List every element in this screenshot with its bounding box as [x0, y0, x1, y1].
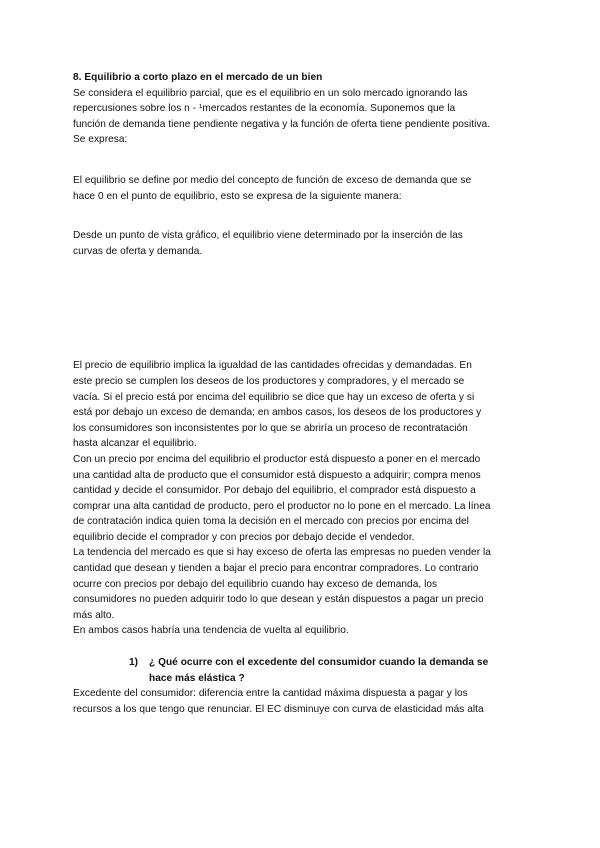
text-line: consumidores no pueden adquirir todo lo que desean y están dispuestos a pagar un precio: [73, 594, 484, 606]
intro-paragraph: [73, 86, 533, 148]
text-line: de contratación indica quien toma la decisión en el mercado con precios por encima del: [73, 516, 469, 528]
text-line: Con un precio por encima del equilibrio el productor está dispuesto a poner en el mercado: [73, 453, 481, 465]
text-line: recursos a los que tengo que renunciar. El EC disminuye con curva de elasticidad más alta: [73, 703, 484, 715]
text-line: está por debajo un exceso de demanda; en ambos casos, los deseos de los productores y: [73, 407, 482, 419]
text-line: En ambos casos habría una tendencia de vuelta al equilibrio.: [73, 625, 349, 637]
text-line: Excedente del consumidor: diferencia entre la cantidad máxima dispuesta a pagar y los: [73, 688, 468, 700]
text-line: El precio de equilibrio implica la igualdad de las cantidades ofrecidas y demandadas. En: [73, 360, 472, 372]
document-page: [73, 70, 533, 717]
text-line: ocurre con precios por debajo del equilibrio cuando hay exceso de demanda, los: [73, 578, 438, 590]
answer-paragraph: [73, 686, 533, 717]
question-line: hace más elástica ?: [149, 672, 245, 684]
blank-space: [73, 259, 533, 358]
text-line: equilibrio decide el comprador y con precios por debajo decide el vendedor.: [73, 531, 415, 543]
question-item: [73, 655, 533, 686]
excess-demand-paragraph: [73, 173, 533, 204]
text-line: hace 0 en el punto de equilibrio, esto se expresa de la siguiente manera:: [73, 190, 402, 202]
text-line: vacía. Si el precio está por encima del equilibrio se dice que hay un exceso de oferta y si: [73, 391, 475, 403]
text-line: más alto.: [73, 609, 115, 621]
text-line: este precio se cumplen los deseos de los productores y compradores, y el mercado se: [73, 375, 465, 387]
text-line: comprar una alta cantidad de producto, pero el productor no lo pone en el mercado. La línea: [73, 500, 491, 512]
body-paragraphs: [73, 358, 533, 639]
text-line: Se considera el equilibrio parcial, que es el equilibrio en un solo mercado ignorando las: [73, 87, 468, 99]
text-line: El equilibrio se define por medio del concepto de función de exceso de demanda que se: [73, 174, 472, 186]
text-line: función de demanda tiene pendiente negativa y la función de oferta tiene pendiente positiva.: [73, 118, 491, 130]
text-line: una cantidad alta de producto que el consumidor está dispuesto a adquirir; compra menos: [73, 469, 481, 481]
text-line: Se expresa:: [73, 134, 128, 146]
text-line: hasta alcanzar el equilibrio.: [73, 438, 197, 450]
text-line: repercusiones sobre los n - ¹mercados restantes de la economía. Suponemos que la: [73, 103, 456, 115]
text-line: curvas de oferta y demanda.: [73, 245, 203, 257]
blank-space: [73, 639, 533, 655]
blank-space: [73, 204, 533, 228]
text-line: La tendencia del mercado es que si hay exceso de oferta las empresas no pueden vender la: [73, 547, 491, 559]
text-line: cantidad y decide el consumidor. Por debajo del equilibrio, el comprador está dispuesto a: [73, 485, 476, 497]
question-line: ¿ Qué ocurre con el excedente del consumidor cuando la demanda se: [149, 657, 489, 669]
question-number: 1): [129, 657, 139, 669]
blank-space: [73, 148, 533, 173]
text-line: los consumidores son inconsistentes por lo que se abriría un proceso de recontratación: [73, 422, 468, 434]
text-line: cantidad que desean y tienden a bajar el precio para encontrar compradores. Lo contrario: [73, 563, 479, 575]
graphic-paragraph: [73, 228, 533, 259]
section-title: 8. Equilibrio a corto plazo en el mercado de un bien: [73, 72, 323, 83]
text-line: Desde un punto de vista gráfico, el equilibrio viene determinado por la inserción de las: [73, 230, 463, 242]
